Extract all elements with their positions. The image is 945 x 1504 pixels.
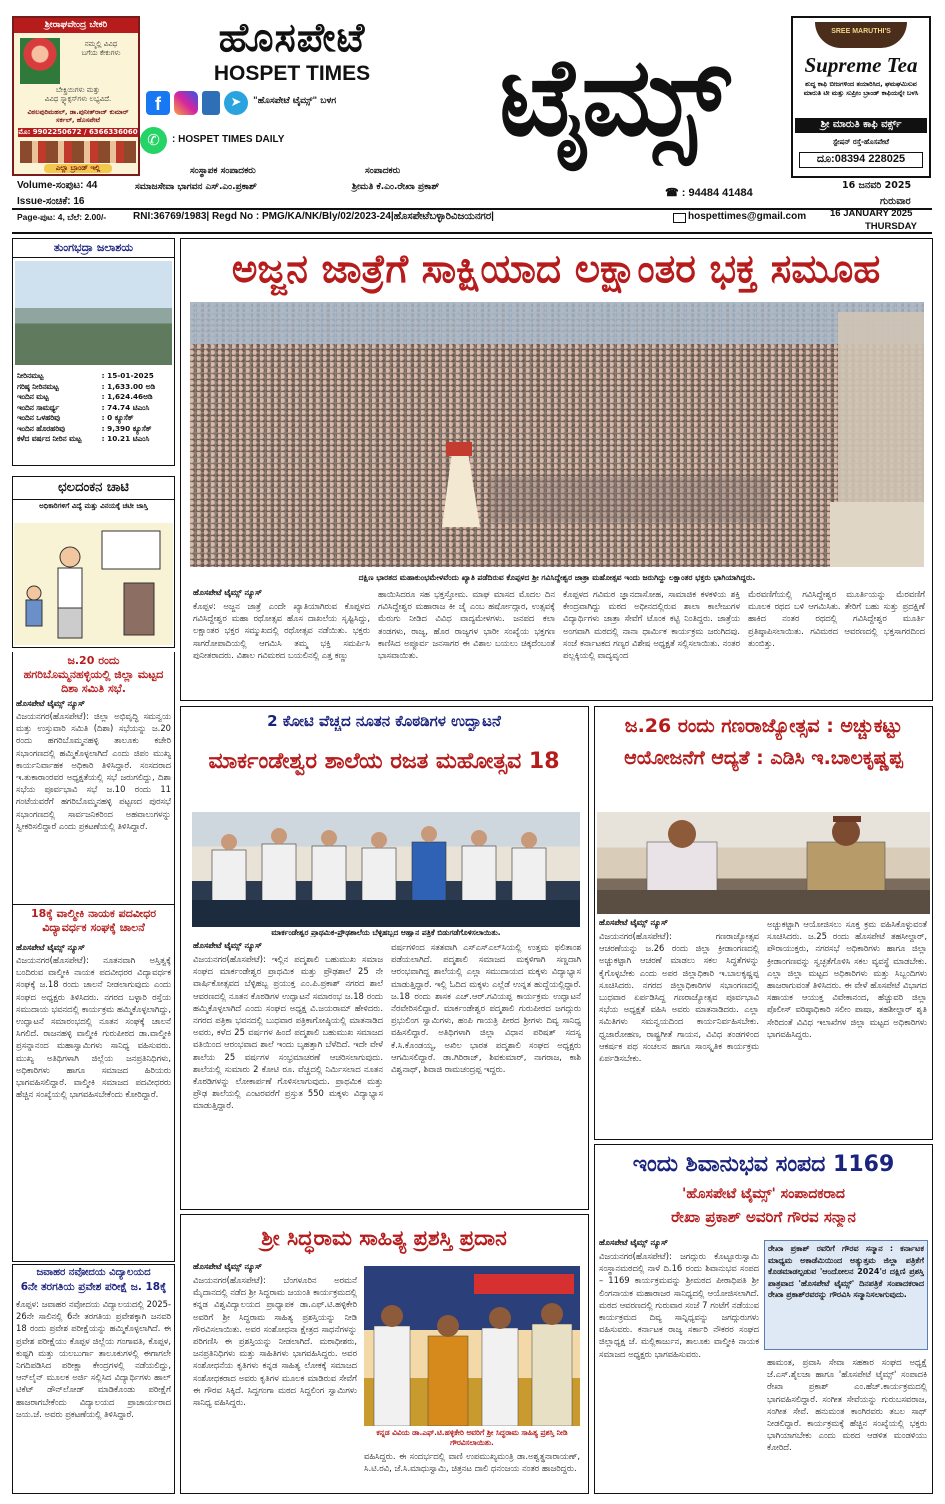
left-story2-headline: 18ಕ್ಕೆ ವಾಲ್ಮೀಕಿ ನಾಯಕ ಪದವೀಧರ ವಿದ್ಯಾವರ್ಧಕ ಸಂಘಕ್ಕೆ ಚಾಲನೆ bbox=[30, 907, 157, 934]
day-english: THURSDAY bbox=[865, 221, 917, 232]
navodaya-headline: 6ನೇ ತರಗತಿಯ ಪ್ರವೇಶ ಪರೀಕ್ಷೆ ಜ. 18ಕ್ಕೆ bbox=[20, 1281, 167, 1293]
tea-phone: ದೂ:08394 228025 bbox=[799, 152, 923, 168]
siddarama-col-2: ವಹಿಸಿದ್ದರು. ಈ ಸಂದರ್ಭದಲ್ಲಿ ವಾಣಿ ಉಪಮುಖ್ಯಮಂತ್ರಿ ಡಾ.ಅಶ್ವತ್ಥನಾರಾಯಣ್, ಸಿ.ಟಿ.ರವಿ, ಜೆ.ಸಿ.ಮಾಧುಸ್ವಾಮಿ, ಚಿತ್ರನಟ ದಾಲಿ ಧನಂಜಯ ನಂತರ ಹಾಜರಿದ್ದರು. bbox=[364, 1451, 580, 1474]
dam-stat-value: : 9,390 ಕ್ಯೂಸೆಕ್ bbox=[101, 423, 152, 433]
markandeshwar-kicker: 2 ಕೋಟಿ ವೆಚ್ಚದ ನೂತನ ಕೊಠಡಿಗಳ ಉದ್ಘಾಟನೆ bbox=[267, 712, 501, 730]
republic-byline: ಹೊಸಪೇಟೆ ಟೈಮ್ಸ್ ನ್ಯೂಸ್ bbox=[599, 918, 668, 927]
siddarama-headline: ಶ್ರೀ ಸಿದ್ಧರಾಮ ಸಾಹಿತ್ಯ ಪ್ರಶಸ್ತಿ ಪ್ರದಾನ bbox=[261, 1226, 507, 1250]
left-story1-headline: ಹಗರಿಬೊಮ್ಮನಹಳ್ಳಿಯಲ್ಲಿ ಜಿಲ್ಲಾ ಮಟ್ಟದ ದಿಶಾ ಸಮಿತಿ ಸಭೆ. bbox=[23, 668, 164, 695]
left-masthead-ad[interactable] bbox=[12, 16, 140, 176]
left-rule bbox=[12, 904, 175, 905]
dam-stat-row bbox=[17, 424, 172, 435]
email-icon bbox=[673, 213, 686, 223]
pages-price: Page-ಪುಟ: 4, ಬೆಲೆ: 2.00/- bbox=[17, 212, 107, 222]
siddarama-photo-people bbox=[364, 1266, 580, 1426]
dam-stats-table bbox=[17, 371, 172, 445]
left-ad-phone: ಮೊ: 9902250672 / 6366336060 bbox=[18, 128, 138, 136]
cartoon-panel bbox=[12, 476, 175, 648]
phone-number: ☎ : 94484 41484 bbox=[665, 187, 753, 199]
editor-label: ಸಂಪಾದಕರು bbox=[365, 166, 401, 176]
tea-brand-small: SREE MARUTHI'S bbox=[831, 28, 891, 35]
dam-stat-row bbox=[17, 403, 172, 414]
left-ad-image bbox=[20, 38, 60, 84]
left-ad-address: ವಿಠಲಪುರಿಮಹಲ್, ಡಾ.ಪುನೀತ್‌ರಾಜ್ ಕುಮಾರ್ ಸರ್ಕಲ್, ಹೊಸಪೇಟೆ bbox=[27, 108, 129, 124]
tea-brand: Supreme Tea bbox=[804, 53, 918, 77]
republic-headline-1: ಜ.26 ರಂದು ಗಣರಾಜ್ಯೋತ್ಸವ : ಅಚ್ಚುಕಟ್ಟು bbox=[624, 715, 903, 737]
siddarama-col-1: ವಿಜಯನಗರ(ಹೊಸಪೇಟೆ): ಬೆಂಗಳೂರಿನ ಅರಮನೆ ಮೈದಾನದಲ್ಲಿ ನಡೆದ ಶ್ರೀ ಸಿದ್ಧರಾಮ ಜಯಂತಿ ಕಾರ್ಯಕ್ರಮದಲ್ಲಿ ಕನ್ನಡ ವಿಶ್ವವಿದ್ಯಾಲಯದ ಪ್ರಾಧ್ಯಾಪಕ ಡಾ.ಎಫ್.ಟಿ.ಹಳ್ಳಿಕೇರಿ ಅವರಿಗೆ ಶ್ರೀ ಸಿದ್ಧರಾಮ ಸಾಹಿತ್ಯ ಪ್ರಶಸ್ತಿಯನ್ನು ನೀಡಿ ಗೌರವಿಸಲಾಯಿತು. ಅವರ ಸಂಶೋಧನಾ ಕ್ಷೇತ್ರದ ಸಾಧನೆಗಳನ್ನು ಪರಿಗಣಿಸಿ ಈ ಪ್ರಶಸ್ತಿಯನ್ನು ನೀಡಲಾಗಿದೆ. ಮಠಾಧೀಶರು, ಜನಪ್ರತಿನಿಧಿಗಳು ಮತ್ತು ಸಾಹಿತಿಗಳು ಭಾಗವಹಿಸಿದ್ದರು. ಅವರ ಸಂಶೋಧನೆಯ ಕೃತಿಗಳು ಕನ್ನಡ ಸಾಹಿತ್ಯ ಲೋಕಕ್ಕೆ ಸಮಾಜದ ಸಂಶೋಧಕರಾದ ಅವರು ಕೃತಿಗಳ ಮೂಲಕ ಮಾಡಿರುವ ಸೇವೆಗೆ ಈ ಗೌರವ ಸಿಕ್ಕಿದೆ. ಸಿದ್ದಗಂಗಾ ಮಠದ ಸಿದ್ದಲಿಂಗ ಸ್ವಾಮಿಗಳು ಸಾನಿಧ್ಯ ವಹಿಸಿದ್ದರು. bbox=[193, 1275, 357, 1408]
shivanubhava-sub-2: ರೇಖಾ ಪ್ರಕಾಶ್ ಅವರಿಗೆ ಗೌರವ ಸನ್ಮಾನ bbox=[671, 1208, 856, 1226]
left-story1-kicker: ಜ.20 ರಂದು bbox=[67, 654, 120, 667]
dam-stat-label: ನೀರಿನಮಟ್ಟ bbox=[17, 371, 44, 380]
lead-col-3: ಕೊಪ್ಪಳದ ಗವಿಮಠ ಜ್ಞಾನದಾಸೋಹ, ಸಾಮಾಜಿಕ ಕಳಕಳಿಯ ಶಕ್ತಿ ಕೇಂದ್ರವಾಗಿದ್ದು ಮಠದ ಅಧೀನದಲ್ಲಿರುವ ಶಾಲಾ ಕಾಲೇಜುಗಳ ವಿದ್ಯಾರ್ಥಿಗಳು ಜಾತ್ರಾ ಸೇವೆಗೆ ಟೊಂಕ ಕಟ್ಟಿ ನಿಂತಿದ್ದರು. ಜಾತ್ರೆಯ ಅಂಗವಾಗಿ ಮಠದಲ್ಲಿ ನಾನಾ ಧಾರ್ಮಿಕ ಕಾರ್ಯಕ್ರಮ ಜರುಗಿದವು. ಸಂಜೆ ಕರ್ನಾಟಕದ ಗಣ್ಯರ ವಿಶೇಷ ಅಧ್ಯಕ್ಷತೆ ಸಲ್ಲಿಸಲಾಯಿತು. ನಂತರ ಪಲ್ಲಕ್ಕಿಯಲ್ಲಿ ವಾದ್ಯವೃಂದ bbox=[563, 589, 740, 661]
dam-stat-row bbox=[17, 434, 172, 445]
markandeshwar-headline: ಮಾರ್ಕಂಡೇಶ್ವರ ಶಾಲೆಯ ರಜತ ಮಹೋತ್ಸವ 18 bbox=[208, 749, 560, 774]
markandeshwar-photo-people bbox=[192, 812, 580, 927]
tea-address: ಸ್ಟೇಷನ್ ರಸ್ತೆ-ಹೊಸಪೇಟೆ bbox=[832, 138, 890, 146]
facebook-icon[interactable]: f bbox=[146, 91, 170, 115]
left-story2-body: ವಿಜಯನಗರ(ಹೊಸಪೇಟೆ): ನೂತನವಾಗಿ ಅಸ್ತಿತ್ವಕ್ಕೆ ಬಂದಿರುವ ವಾಲ್ಮೀಕಿ ನಾಯಕ ಪದವೀಧರರ ವಿದ್ಯಾವರ್ಧಕ ಸಂಘಕ್ಕೆ ಜ.18 ರಂದು ಚಾಲನೆ ನೀಡಲಾಗುವುದು ಎಂದು ಸಂಘದ ಅಧ್ಯಕ್ಷರು ತಿಳಿಸಿದರು. ನಗರದ ಬಳ್ಳಾರಿ ರಸ್ತೆಯ ಸಮುದಾಯ ಭವನದಲ್ಲಿ ಕಾರ್ಯಕ್ರಮ ಹಮ್ಮಿಕೊಳ್ಳಲಾಗಿದ್ದು, ಉದ್ಘಾಟನೆ ಸಮಾರಂಭದಲ್ಲಿ ನೂತನ ಸಂಘಕ್ಕೆ ಚಾಲನೆ ಸಿಗಲಿದೆ. ರಾಜನಹಳ್ಳಿ ವಾಲ್ಮೀಕಿ ಗುರುಪೀಠದ ಡಾ.ವಾಲ್ಮೀಕಿ ಪ್ರಸನ್ನಾನಂದ ಮಹಾಸ್ವಾಮಿಗಳು ಸಾನಿಧ್ಯ ವಹಿಸುವರು. ಮುಖ್ಯ ಅತಿಥಿಗಳಾಗಿ ಜಿಲ್ಲೆಯ ಜನಪ್ರತಿನಿಧಿಗಳು, ಅಧಿಕಾರಿಗಳು ಹಾಗೂ ಸಮಾಜದ ಹಿರಿಯರು ಭಾಗವಹಿಸಲಿದ್ದಾರೆ. ವಾಲ್ಮೀಕಿ ಸಮಾಜದ ಪದವೀಧರರು ಹೆಚ್ಚಿನ ಸಂಖ್ಯೆಯಲ್ಲಿ ಭಾಗವಹಿಸಬೇಕೆಂದು ಕೋರಿದ್ದಾರೆ. bbox=[16, 955, 171, 1100]
markandeshwar-photo-caption: ಮಾರ್ಕಂಡೇಶ್ವರ ಪ್ರಾಥಮಿಕ-ಪ್ರೌಢಶಾಲೆಯ ಬೆಳ್ಳಿಹಬ್ಬದ ಆಹ್ವಾನ ಪತ್ರಿಕೆ ಬಿಡುಗಡೆಗೊಳಿಸಲಾಯಿತು. bbox=[271, 928, 501, 937]
shivanubhava-quote: ರೇಖಾ ಪ್ರಕಾಶ್ ರವರಿಗೆ ಗೌರವ ಸನ್ಮಾನ : ಕರ್ನಾಟಕ ಮಾಧ್ಯಮ ಅಕಾಡೆಮಿಯಿಂದ ಅತ್ಯುತ್ತಮ ಜಿಲ್ಲಾ ಪತ್ರಿಕೆಗೆ ಕೊಡಮಾಡಲ್ಪಡುವ 'ಆಂದೋಲನ 2024'ರ ದಕ್ಷಿಣಿ ಪ್ರಶಸ್ತಿ ಪಾತ್ರವಾದ 'ಹೊಸಪೇಟೆ ಟೈಮ್ಸ್' ದಿನಪತ್ರಿಕೆ ಸಂಪಾದಕರಾದ ರೇಖಾ ಪ್ರಕಾಶ್‌ರವರನ್ನು ಗೌರವಿಸಿ ಸನ್ಮಾನಿಸಲಾಗುವುದು. bbox=[768, 1244, 924, 1299]
masthead-brand-logo: ಟೈಮ್ಸ್ bbox=[499, 35, 726, 160]
lead-byline: ಹೊಸಪೇಟೆ ಟೈಮ್ಸ್ ನ್ಯೂಸ್ bbox=[193, 588, 262, 597]
navodaya-kicker: ಜವಾಹರ ನವೋದಯ ವಿದ್ಯಾಲಯದ bbox=[36, 1267, 151, 1278]
whatsapp-text: : HOSPET TIMES DAILY bbox=[172, 134, 285, 145]
dam-stat-row bbox=[17, 413, 172, 424]
dam-stat-value: : 1,633.00 ಅಡಿ bbox=[101, 381, 156, 391]
siddarama-byline: ಹೊಸಪೇಟೆ ಟೈಮ್ಸ್ ನ್ಯೂಸ್ bbox=[193, 1262, 262, 1271]
dam-stat-label: ಗರಿಷ್ಠ ನೀರಿನಮಟ್ಟ bbox=[17, 381, 59, 391]
editor-name: ಶ್ರೀಮತಿ ಕೆ.ಎಂ.ರೇಖಾ ಪ್ರಕಾಶ್ bbox=[352, 182, 440, 192]
lead-headline: ಅಜ್ಜನ ಜಾತ್ರೆಗೆ ಸಾಕ್ಷಿಯಾದ ಲಕ್ಷಾಂತರ ಭಕ್ತ ಸಮೂಹ bbox=[231, 247, 881, 292]
issue-label: Issue-ಸಂಚಿಕೆ: 16 bbox=[17, 196, 85, 207]
left-story1-body: ವಿಜಯನಗರ(ಹೊಸಪೇಟೆ): ಜಿಲ್ಲಾ ಅಭಿವೃದ್ಧಿ ಸಮನ್ವಯ ಮತ್ತು ಉಸ್ತುವಾರಿ ಸಮಿತಿ (ದಿಶಾ) ಸಭೆಯನ್ನು ಜ.20 ರಂದು ಹಗರಿಬೊಮ್ಮನಹಳ್ಳಿ ತಾಲೂಕು ಕಚೇರಿ ಸಭಾಂಗಣದಲ್ಲಿ ಹಮ್ಮಿಕೊಳ್ಳಲಾಗಿದೆ ಎಂದು ಜಿಪಂ ಮುಖ್ಯ ಕಾರ್ಯನಿರ್ವಾಹಕ ಅಧಿಕಾರಿ ತಿಳಿಸಿದ್ದಾರೆ. ಸಂಸದರಾದ ಇ.ತುಕಾರಾಂರವರ ಅಧ್ಯಕ್ಷತೆಯಲ್ಲಿ ಸಭೆ ಜರುಗಲಿದ್ದು, ದಿಶಾ ಸಭೆಯ ಪೂರ್ವಭಾವಿ ಸಭೆ ಜ.10 ರಂದು 11 ಗಂಟೆಯವರೆಗೆ ಹಗರಿಬೊಮ್ಮನಹಳ್ಳಿ ಪಟ್ಟಣದ ಪುರಸಭೆ ಸಭಾಂಗಣದಲ್ಲಿ ಸಾರ್ವಜನಿಕರಿಂದ ಅಹವಾಲುಗಳನ್ನು ಸ್ವೀಕರಿಸಲಿದ್ದಾರೆ ಎಂದು ಪ್ರಕಟಣೆಯಲ್ಲಿ ತಿಳಿಸಿದ್ದಾರೆ. bbox=[16, 711, 171, 831]
left-ad-title: ಶ್ರೀರಾಘವೇಂದ್ರ ಬೇಕರಿ bbox=[14, 18, 138, 33]
dam-stat-value: : 15-01-2025 bbox=[101, 371, 154, 380]
markandeshwar-col-2: ವರ್ಷಗಳಿಂದ ಸತತವಾಗಿ ಎಸ್ಎಸ್‌ಎಲ್‌ಸಿಯಲ್ಲಿ ಉತ್ತಮ ಫಲಿತಾಂಶ ಪಡೆಯಲಾಗಿದೆ. ಪದ್ಮಶಾಲಿ ಸಮಾಜದ ಮಕ್ಕಳಿಗಾಗಿ ಸಣ್ಣದಾಗಿ ಆರಂಭವಾಗಿದ್ದ ಶಾಲೆಯಲ್ಲಿ ಎಲ್ಲಾ ಸಮುದಾಯದ ಮಕ್ಕಳು ವಿದ್ಯಾಭ್ಯಾಸ ಮಾಡುತ್ತಿದ್ದಾರೆ. ಇಲ್ಲಿ ಓದಿದ ಮಕ್ಕಳು ಎಲ್ಲೆಡೆ ಉನ್ನತ ಹುದ್ದೆಯಲ್ಲಿದ್ದಾರೆ. ಜ.18 ರಂದು ಶಾಸಕ ಎಚ್.ಆರ್.ಗವಿಯಪ್ಪ ಕಾರ್ಯಕ್ರಮ ಉದ್ಘಾಟನೆ ನೆರವೇರಿಸಲಿದ್ದಾರೆ. ಮಾರ್ಕಂಡೇಶ್ವರ ಪದ್ಮಶಾಲಿ ಗುರುಪೀಠದ ಜಗದ್ಗುರು ಪ್ರಭುಲಿಂಗ ಸ್ವಾಮಿಗಳು, ಹಂಪಿ ಗಾಯತ್ರಿ ಪೀಠದ ಶ್ರೀಗಳು ದಿವ್ಯ ಸಾನಿಧ್ಯ ವಹಿಸಲಿದ್ದಾರೆ. ಅತಿಥಿಗಳಾಗಿ ಜಿಲ್ಲಾ ವಿಧಾನ ಪರಿಷತ್ ಸದಸ್ಯ ಕೆ.ಸಿ.ಕೊಂಡಯ್ಯ, ಅಖಿಲ ಭಾರತ ಪದ್ಮಶಾಲಿ ಸಂಘದ ಅಧ್ಯಕ್ಷರು ಆಗಮಿಸಲಿದ್ದಾರೆ. ಡಾ.ಗಿರಿರಾಜ್, ಶಿವಕುಮಾರ್, ನಾಗರಾಜ, ಕಾಶಿ ವಿಶ್ವನಾಥ್, ಶಿವಾಜಿ ರಾಮಚಂದ್ರಪ್ಪ ಇದ್ದರು. bbox=[391, 942, 581, 1075]
right-masthead-ad[interactable] bbox=[791, 16, 931, 178]
dam-stat-label: ಇಂದಿನ ಸಾಮರ್ಥ್ಯ bbox=[17, 402, 60, 412]
lead-col-1: ಕೊಪ್ಪಳ: ಅಜ್ಜನ ಜಾತ್ರೆ ಎಂದೇ ಖ್ಯಾತಿಯಾಗಿರುವ ಕೊಪ್ಪಳದ ಗವಿಸಿದ್ದೇಶ್ವರ ಮಹಾ ರಥೋತ್ಸವ ಹೊಸ ದಾಖಲೆಯ ಸೃಷ್ಟಿಸಿದ್ದು, ಲಕ್ಷಾಂತರ ಭಕ್ತರ ಸಮ್ಮುಖದಲ್ಲಿ ರಥೋತ್ಸವ ನಡೆಯಿತು. ಭಕ್ತರು ಸಾಗರೋಪಾದಿಯಲ್ಲಿ ಆಗಮಿಸಿ ತಮ್ಮ ಭಕ್ತಿ ಸಮರ್ಪಿಸಿ ಪುನೀತರಾದರು. ವಿಶಾಲ ಗವಿಮಠದ ಬಯಲಿನಲ್ಲಿ ಎತ್ತ ಕಣ್ಣು bbox=[193, 601, 370, 660]
founder-name: ಸಮಾಜಸೇವಾ ಭಾಗವನ ಎಸ್.ಎಂ.ಪ್ರಕಾಶ್ bbox=[135, 182, 257, 192]
left-ad-line: ಬಗೆಯ ಕೇಕುಗಳು bbox=[81, 49, 121, 57]
dam-stat-row bbox=[17, 371, 172, 382]
left-ad-line: ಬೇಕ್ಸ್ರಿಯಿಗಳು ಮತ್ತು bbox=[56, 86, 100, 94]
volume-label: Volume-ಸಂಪುಟ: 44 bbox=[17, 180, 98, 191]
dam-stat-row bbox=[17, 392, 172, 403]
left-ad-line: ನಮ್ಮಲ್ಲಿ ವಿವಿಧ bbox=[84, 40, 118, 48]
shivanubhava-headline: ಇಂದು ಶಿವಾನುಭವ ಸಂಪದ 1169 bbox=[632, 1152, 895, 1177]
left-ad-tagline: ಎಲ್ಲಾ ಬ್ರಾಂಡ್ ಇಲ್ಲಿ bbox=[44, 164, 112, 173]
left-story2-byline: ಹೊಸಪೇಟೆ ಟೈಮ್ಸ್ ನ್ಯೂಸ್ bbox=[16, 943, 85, 952]
lead-col-2: ಹಾಯಿಸಿದರೂ ಸಹ ಭಕ್ತಸ್ತೋಮ. ಮಾಘ ಮಾಸದ ಮೊದಲ ದಿನ ಗವಿಸಿದ್ದೇಶ್ವರ ಮಹಾರಾಜ ಕೀ ಜೈ ಎಂಬ ಹರ್ಷೋದ್ಗಾರ, ಉತ್ಸವಕ್ಕೆ ಮೆರುಗು ನೀಡಿದ ವಿವಿಧ ವಾದ್ಯಮೇಳಗಳು. ಜನಪದ ಕಲಾ ತಂಡಗಳು, ರಾಜ್ಯ, ಹೊರ ರಾಜ್ಯಗಳ ಭಾರೀ ಸಂಖ್ಯೆಯ ಭಕ್ತಗಣ ಕಾಣಿಸಿದ ಅಪ್ಪೂರ್ವ ಜನಸಾಗರ ಈ ವಿಶಾಲ ಬಯಲು ಚಿಕ್ಕದೆಂಬಂತೆ ಭಾಸವಾಯಿತು. bbox=[378, 589, 555, 661]
whatsapp-icon[interactable]: ✆ bbox=[140, 127, 167, 154]
instagram-icon[interactable] bbox=[174, 91, 198, 115]
tea-text: ಶುದ್ಧ ಕಾಫಿ ಬೀಜಗಳಿಂದ ತಯಾರಿಸಿದ, ಘಮಘಮಿಸುವ ಮಾರುತಿ ಟೀ ಮತ್ತು ಸುಪ್ರೀಂ ಬ್ರಾಂಡ್ ಕಾಫಿಯನ್ನೇ ಬಳಸಿ bbox=[803, 80, 919, 97]
day-kannada: ಗುರುವಾರ bbox=[880, 196, 911, 207]
lead-col-4: ಮೆರವಣಿಗೆಯಲ್ಲಿ ಗವಿಸಿದ್ದೇಶ್ವರ ಮೂರ್ತಿಯನ್ನು ಮೆರವಣಿಗೆ ಮೂಲಕ ರಥದ ಬಳಿ ಆಗಮಿಸಿತು. ತೇರಿಗೆ ಬಹು ಸುತ್ತು ಪ್ರದಕ್ಷಿಣೆ ಹಾಕಿದ ನಂತರ ರಥದಲ್ಲಿ ಗವಿಸಿದ್ದೇಶ್ವರ ಮೂರ್ತಿ ಪ್ರತಿಷ್ಠಾಪಿಸಲಾಯಿತು. ಗವಿಮಠದ ಆವರಣದಲ್ಲಿ ಭಕ್ತಸಾಗರದಿಂದ ತುಂಬಿತ್ತು. bbox=[748, 589, 925, 648]
masthead-bottom-rule bbox=[12, 232, 932, 234]
dam-stat-label: ಇಂದಿನ ಹೊರಹರಿವು bbox=[17, 423, 66, 433]
dam-stat-label: ಇಂದಿನ ಮಟ್ಟ bbox=[17, 392, 49, 401]
republic-col-1: ವಿಜಯನಗರ(ಹೊಸಪೇಟೆ): ಗಣರಾಜ್ಯೋತ್ಸವ ಆಚರಣೆಯನ್ನು ಜ.26 ರಂದು ಜಿಲ್ಲಾ ಕ್ರೀಡಾಂಗಣದಲ್ಲಿ ಅಚ್ಚುಕಟ್ಟಾಗಿ ಆಚರಣೆ ಮಾಡಲು ಸಕಲ ಸಿದ್ಧತೆಗಳನ್ನು ಕೈಗೊಳ್ಳಬೇಕು ಎಂದು ಅಪರ ಜಿಲ್ಲಾಧಿಕಾರಿ ಇ.ಬಾಲಕೃಷ್ಣಪ್ಪ ಸೂಚಿಸಿದರು. ನಗರದ ಜಿಲ್ಲಾಧಿಕಾರಿಗಳ ಸಭಾಂಗಣದಲ್ಲಿ ಬುಧವಾರ ಏರ್ಪಡಿಸಿದ್ದ ಗಣರಾಜ್ಯೋತ್ಸವ ಪೂರ್ವಭಾವಿ ಸಭೆಯ ಅಧ್ಯಕ್ಷತೆ ವಹಿಸಿ ಅವರು ಮಾತನಾಡಿದರು. ಎಲ್ಲಾ ಸಮಿತಿಗಳು ಸಮನ್ವಯದಿಂದ ಕಾರ್ಯನಿರ್ವಹಿಸಬೇಕು. ಧ್ವಜಾರೋಹಣ, ರಾಷ್ಟ್ರಗೀತೆ ಗಾಯನ, ವಿವಿಧ ತಂಡಗಳಿಂದ ಆಕರ್ಷಕ ಪಥ ಸಂಚಲನ ಹಾಗೂ ಸಾಂಸ್ಕೃತಿಕ ಕಾರ್ಯಕ್ರಮ ಏರ್ಪಡಿಸಬೇಕು. bbox=[599, 931, 759, 1064]
shivanubhava-sub-1: 'ಹೊಸಪೇಟೆ ಟೈಮ್ಸ್' ಸಂಪಾದಕರಾದ bbox=[682, 1186, 845, 1202]
siddarama-photo-caption: ಕನ್ನಡ ವಿವಿಯ ಡಾ.ಎಫ್.ಟಿ.ಹಳ್ಳಿಕೇರಿ ಅವರಿಗೆ ಶ್ರೀ ಸಿದ್ಧರಾಮ ಸಾಹಿತ್ಯ ಪ್ರಶಸ್ತಿ ನೀಡಿ ಗೌರವಿಸಲಾಯಿತು. bbox=[376, 1428, 568, 1447]
republic-col-2: ಅಚ್ಚುಕಟ್ಟಾಗಿ ಆಯೋಜಿಸಲು ಸೂಕ್ತ ಕ್ರಮ ವಹಿಸಿಕೊಳ್ಳುವಂತೆ ಸೂಚಿಸಿದರು. ಜ.25 ರಂದು ಹೊಸಪೇಟೆ ತಹಸೀಲ್ದಾರ್, ಪೌರಾಯುಕ್ತರು, ನಗರಸಭೆ ಅಧಿಕಾರಿಗಳು ಹಾಗೂ ಜಿಲ್ಲಾ ಕ್ರೀಡಾಂಗಣವನ್ನು ಸ್ವಚ್ಛತೆಗೊಳಿಸಿ ಸಕಲ ವ್ಯವಸ್ಥೆ ಮಾಡಬೇಕು. ಎಲ್ಲಾ ಜಿಲ್ಲಾ ಮಟ್ಟದ ಅಧಿಕಾರಿಗಳು ಮತ್ತು ಸಿಬ್ಬಂದಿಗಳು ಹಾಜರಾಗುವಂತೆ ತಿಳಿಸಿದರು. ಈ ವೇಳೆ ಹೊಸಪೇಟೆ ವಿಭಾಗದ ಸಹಾಯಕ ಆಯುಕ್ತ ವಿವೇಕಾನಂದ, ಹೆಚ್ಚುವರಿ ಜಿಲ್ಲಾ ಪೊಲೀಸ್ ವರಿಷ್ಠಾಧಿಕಾರಿ ಸಲೀಂ ಪಾಷಾ, ತಹಶೀಲ್ದಾರ್ ಶೃತಿ ಸೇರಿದಂತೆ ವಿವಿಧ ಇಲಾಖೆಗಳ ಜಿಲ್ಲಾ ಮಟ್ಟದ ಅಧಿಕಾರಿಗಳು ಭಾಗವಹಿಸಿದ್ದರು. bbox=[767, 919, 927, 1039]
founder-label: ಸಂಸ್ಥಾಪಕ ಸಂಪಾದಕರು bbox=[190, 166, 256, 176]
markandeshwar-col-1: ವಿಜಯನಗರ(ಹೊಸಪೇಟೆ): ಇಲ್ಲಿನ ಪದ್ಮಶಾಲಿ ಬಹುಮುಖ ಸಮಾಜ ಸಂಘದ ಮಾರ್ಕಂಡೇಶ್ವರ ಪ್ರಾಥಮಿಕ ಮತ್ತು ಪ್ರೌಢಶಾಲೆ 25 ನೇ ವಾರ್ಷಿಕೋತ್ಸವದ ಬೆಳ್ಳಿಹಬ್ಬ ಪ್ರಯುಕ್ತ ಎಂ.ಪಿ.ಪ್ರಕಾಶ್ ನಗರದ ಶಾಲೆ ಆವರಣದಲ್ಲಿ ನೂತನ ಕೊಠಡಿಗಳ ಉದ್ಘಾಟನೆ ಸಮಾರಂಭ ಜ.18 ರಂದು ಹಮ್ಮಿಕೊಳ್ಳಲಾಗಿದೆ ಎಂದು ಸಂಘದ ಅಧ್ಯಕ್ಷ ವಿ.ಜಯರಾಮ್ ಹೇಳಿದರು. ನಗರದ ಪತ್ರಿಕಾ ಭವನದಲ್ಲಿ ಬುಧವಾರ ಪತ್ರಿಕಾಗೋಷ್ಠಿಯಲ್ಲಿ ಮಾತನಾಡಿದ ಅವರು, ಕಳೆದ 25 ವರ್ಷಗಳ ಹಿಂದೆ ಪದ್ಮಶಾಲಿ ಬಹುಮುಖ ಸಮಾಜದ ವತಿಯಿಂದ ಆರಂಭವಾದ ಶಾಲೆ ಇಂದು ಬೃಹತ್ತಾಗಿ ಬೆಳೆದಿದೆ. ಇದೇ ವೇಳೆ ಶಾಲೆಯ 25 ವರ್ಷಗಳ ಸಂಭ್ರಮಾಚರಣೆ ಆಚರಿಸಲಾಗುವುದು. ಶಾಲೆಯಲ್ಲಿ ಸುಮಾರು 2 ಕೋಟಿ ರೂ. ವೆಚ್ಚದಲ್ಲಿ ನಿರ್ಮಿಸಲಾದ ನೂತನ ಕೊಠಡಿಗಳನ್ನು ಲೋಕಾರ್ಪಣೆ ಗೊಳಿಸಲಾಗುವುದು. ಪ್ರಾಥಮಿಕ ಮತ್ತು ಪ್ರೌಢ ಶಾಲೆಯಲ್ಲಿ ಎಂಟರವರೆಗೆ ಪ್ರಸ್ತುತ 550 ಮಕ್ಕಳು ವಿದ್ಯಾಭ್ಯಾಸ ಮಾಡುತ್ತಿದ್ದಾರೆ. bbox=[193, 954, 383, 1111]
left-ad-line: ವಿವಿಧ ಸ್ನ್ಯಾಕ್ಸಸ್‌ಗಳು ಲಭ್ಯವಿದೆ. bbox=[44, 95, 112, 103]
registration-line: RNI:36769/1983| Regd No : PMG/KA/NK/Bly/02/2023-24|ಹೊಸಪೇಟೆಬಳ್ಳಾರಿವಿಜಯನಗರ| bbox=[133, 211, 494, 222]
lead-photo-overlay bbox=[190, 302, 924, 567]
left-story1-byline: ಹೊಸಪೇಟೆ ಟೈಮ್ಸ್ ನ್ಯೂಸ್ bbox=[16, 699, 85, 708]
date-english: 16 JANUARY 2025 bbox=[830, 208, 913, 219]
dam-stat-value: : 10.21 ಟಿಎಂಸಿ bbox=[101, 434, 150, 443]
email-address[interactable]: hospettimes@gmail.com bbox=[688, 211, 807, 222]
dam-stat-label: ಇಂದಿನ ಒಳಹರಿವು bbox=[17, 413, 61, 422]
dam-stat-value: : 1,624.46ಅಡಿ bbox=[101, 392, 153, 401]
cartoon-title: ಛಲದಂಕನ ಚಾಟಿ bbox=[13, 477, 174, 500]
shivanubhava-col-1: ವಿಜಯನಗರ(ಹೊಸಪೇಟೆ): ಜಗದ್ಗುರು ಕೊಟ್ಟೂರುಸ್ವಾಮಿ ಸಂಸ್ಥಾನಮಠದಲ್ಲಿ ನಾಳೆ ದಿ.16 ರಂದು ಶಿವಾನುಭವ ಸಂಪದ – 1169 ಕಾರ್ಯಕ್ರಮವನ್ನು ಶ್ರೀಮಠದ ಪೀಠಾಧಿಪತಿ ಶ್ರೀ ಲಿಂಗನಾಯಕ ಮಹಾರಾಜರ ಸಾನಿಧ್ಯದಲ್ಲಿ ಆಯೋಜಿಸಲಾಗಿದೆ. ಮಠದ ಆವರಣದಲ್ಲಿ ಗುರುವಾರ ಸಂಜೆ 7 ಗಂಟೆಗೆ ನಡೆಯುವ ಕಾರ್ಯಕ್ರಮದ ದಿವ್ಯ ಸಾನ್ನಿಧ್ಯವನ್ನು ಜಗದ್ಗುರುಗಳು ವಹಿಸುವರು. ಕರ್ನಾಟಕ ರಾಜ್ಯ ಸರ್ಕಾರಿ ನೌಕರರ ಸಂಘದ ಜಿಲ್ಲಾಧ್ಯಕ್ಷ ಜೆ. ಮಲ್ಲಿಕಾರ್ಜುನ, ತಾಲೂಕು ವಾಲ್ಮೀಕಿ ನಾಯಕ ಸಮಾಜದ ಅಧ್ಯಕ್ಷರು ಭಾಗವಹಿಸುವರು. bbox=[599, 1251, 759, 1359]
date-kannada: 16 ಜನವರಿ 2025 bbox=[842, 180, 912, 191]
facebook-group-text: "ಹೊಸಪೇಟೆ ಟೈಮ್ಸ್" ಬಳಗ bbox=[253, 96, 337, 106]
cartoon-caption: ಅಧಿಕಾರಿಗಳಿಗೆ ವಿದ್ಯೆ ಮತ್ತು ವಿನಯಕ್ಕೆ ಚಟೀ ಜಾಸ್ತಿ bbox=[39, 502, 148, 511]
masthead-divider bbox=[12, 208, 932, 210]
markandeshwar-byline: ಹೊಸಪೇಟೆ ಟೈಮ್ಸ್ ನ್ಯೂಸ್ bbox=[193, 941, 262, 950]
dam-stat-value: : 74.74 ಟಿಎಂಸಿ bbox=[101, 402, 150, 412]
dam-title: ತುಂಗಭದ್ರಾ ಜಲಾಶಯ bbox=[13, 239, 174, 258]
dam-stat-value: : 0 ಕ್ಯೂಸೆಕ್ bbox=[101, 413, 134, 422]
left-ad-cake-image bbox=[20, 141, 136, 163]
dam-stat-label: ಕಳೆದ ವರ್ಷದ ನೀರಿನ ಮಟ್ಟ bbox=[17, 434, 82, 443]
republic-headline-2: ಆಯೋಜನೆಗೆ ಆದ್ಯತೆ : ಎಡಿಸಿ ಇ.ಬಾಲಕೃಷ್ಣಪ್ಪ bbox=[624, 747, 903, 769]
dam-photo bbox=[15, 261, 172, 365]
dam-stat-row bbox=[17, 382, 172, 393]
shivanubhava-byline: ಹೊಸಪೇಟೆ ಟೈಮ್ಸ್ ನ್ಯೂಸ್ bbox=[599, 1238, 668, 1247]
social-handle-badge bbox=[202, 91, 220, 115]
cartoon-illustration bbox=[14, 523, 173, 645]
navodaya-body: ಕೊಪ್ಪಳ: ಜವಾಹರ ನವೋದಯ ವಿದ್ಯಾಲಯದಲ್ಲಿ 2025-26ನೇ ಸಾಲಿನಲ್ಲಿ 6ನೇ ತರಗತಿಯ ಪ್ರವೇಶಕ್ಕಾಗಿ ಜನವರಿ 18 ರಂದು ಪ್ರವೇಶ ಪರೀಕ್ಷೆಯನ್ನು ಹಮ್ಮಿಕೊಳ್ಳಲಾಗಿದೆ. ಈ ಪ್ರವೇಶ ಪರೀಕ್ಷೆಯು ಕೊಪ್ಪಳ ಜಿಲ್ಲೆಯ ಗಂಗಾವತಿ, ಕೊಪ್ಪಳ, ಕುಷ್ಟಗಿ ಮತ್ತು ಯಲಬುರ್ಗಾ ತಾಲೂಕುಗಳಲ್ಲಿ ಈಗಾಗಲೇ ನಿಗದಿಪಡಿಸಿದ ಪರೀಕ್ಷಾ ಕೇಂದ್ರಗಳಲ್ಲಿ ನಡೆಯಲಿದ್ದು, ಆನ್‌ಲೈನ್ ಮೂಲಕ ಅರ್ಜಿ ಸಲ್ಲಿಸಿದ ವಿದ್ಯಾರ್ಥಿಗಳು ಹಾಲ್ ಟಿಕೆಟ್ ಡೌನ್‌ಲೋಡ್ ಮಾಡಿಕೊಂಡು ಪರೀಕ್ಷೆಗೆ ಹಾಜರಾಗಬೇಕೆಂದು ವಿದ್ಯಾಲಯದ ಪ್ರಾಚಾರ್ಯರಾದ ಜಯ.ಜೆ. ಅವರು ಪ್ರಕಟಣೆಯಲ್ಲಿ ತಿಳಿಸಿದ್ದಾರೆ. bbox=[16, 1299, 171, 1419]
dam-panel bbox=[12, 238, 175, 466]
tea-shop: ಶ್ರೀ ಮಾರುತಿ ಕಾಫಿ ವರ್ಕ್ಸ್ bbox=[795, 118, 927, 133]
lead-photo-caption: ದಕ್ಷಿಣ ಭಾರತದ ಮಹಾಕುಂಭಮೇಳವೆಂದು ಖ್ಯಾತಿ ಪಡೆದಿರುವ ಕೊಪ್ಪಳದ ಶ್ರೀ ಗವಿಸಿದ್ದೇಶ್ವರ ಜಾತ್ರಾ ಮಹೋತ್ಸವ ಇಂದು ಜರುಗಿದ್ದು ಲಕ್ಷಾಂತರ ಭಕ್ತರು ಭಾಗಿಯಾಗಿದ್ದರು. bbox=[358, 573, 756, 582]
masthead-title-kannada: ಹೊಸಪೇಟೆ bbox=[218, 15, 366, 61]
masthead-title-english: HOSPET TIMES bbox=[213, 62, 371, 85]
shivanubhava-col-2: ಹಾಮಂತ, ಪ್ರವಾಸಿ ಸೇವಾ ಸಹಕಾರ ಸಂಘದ ಅಧ್ಯಕ್ಷೆ ಜೆ.ಎಸ್.ಶೈಲಜಾ ಹಾಗೂ 'ಹೊಸಪೇಟೆ ಟೈಮ್ಸ್' ಸಂಪಾದಕಿ ರೇಖಾ ಪ್ರಕಾಶ್ ಎಂ.ಹೆಚ್.ಕಾರ್ಯಕ್ರಮದಲ್ಲಿ ಭಾಗವಹಿಸಲಿದ್ದಾರೆ. ಸಂಗೀತ ಸೇವೆಯನ್ನು ಗುರುಬಸವರಾಜ, ಸಂಗೀತ ಸೇವೆ. ಹನುಮಂತ ಕಾಂಗಿರವರು ತಬಲ ಸಾಥ್ ನೀಡಲಿದ್ದಾರೆ. ಕಾರ್ಯಕ್ರಮಕ್ಕೆ ಹೆಚ್ಚಿನ ಸಂಖ್ಯೆಯಲ್ಲಿ ಭಕ್ತರು ಭಾಗಿಯಾಗಬೇಕು ಎಂದು ಮಠದ ಆಡಳಿತ ಮಂಡಳಿಯು ಕೋರಿದೆ. bbox=[767, 1357, 927, 1453]
telegram-icon[interactable]: ➤ bbox=[224, 91, 248, 115]
republic-photo-people bbox=[597, 812, 930, 914]
